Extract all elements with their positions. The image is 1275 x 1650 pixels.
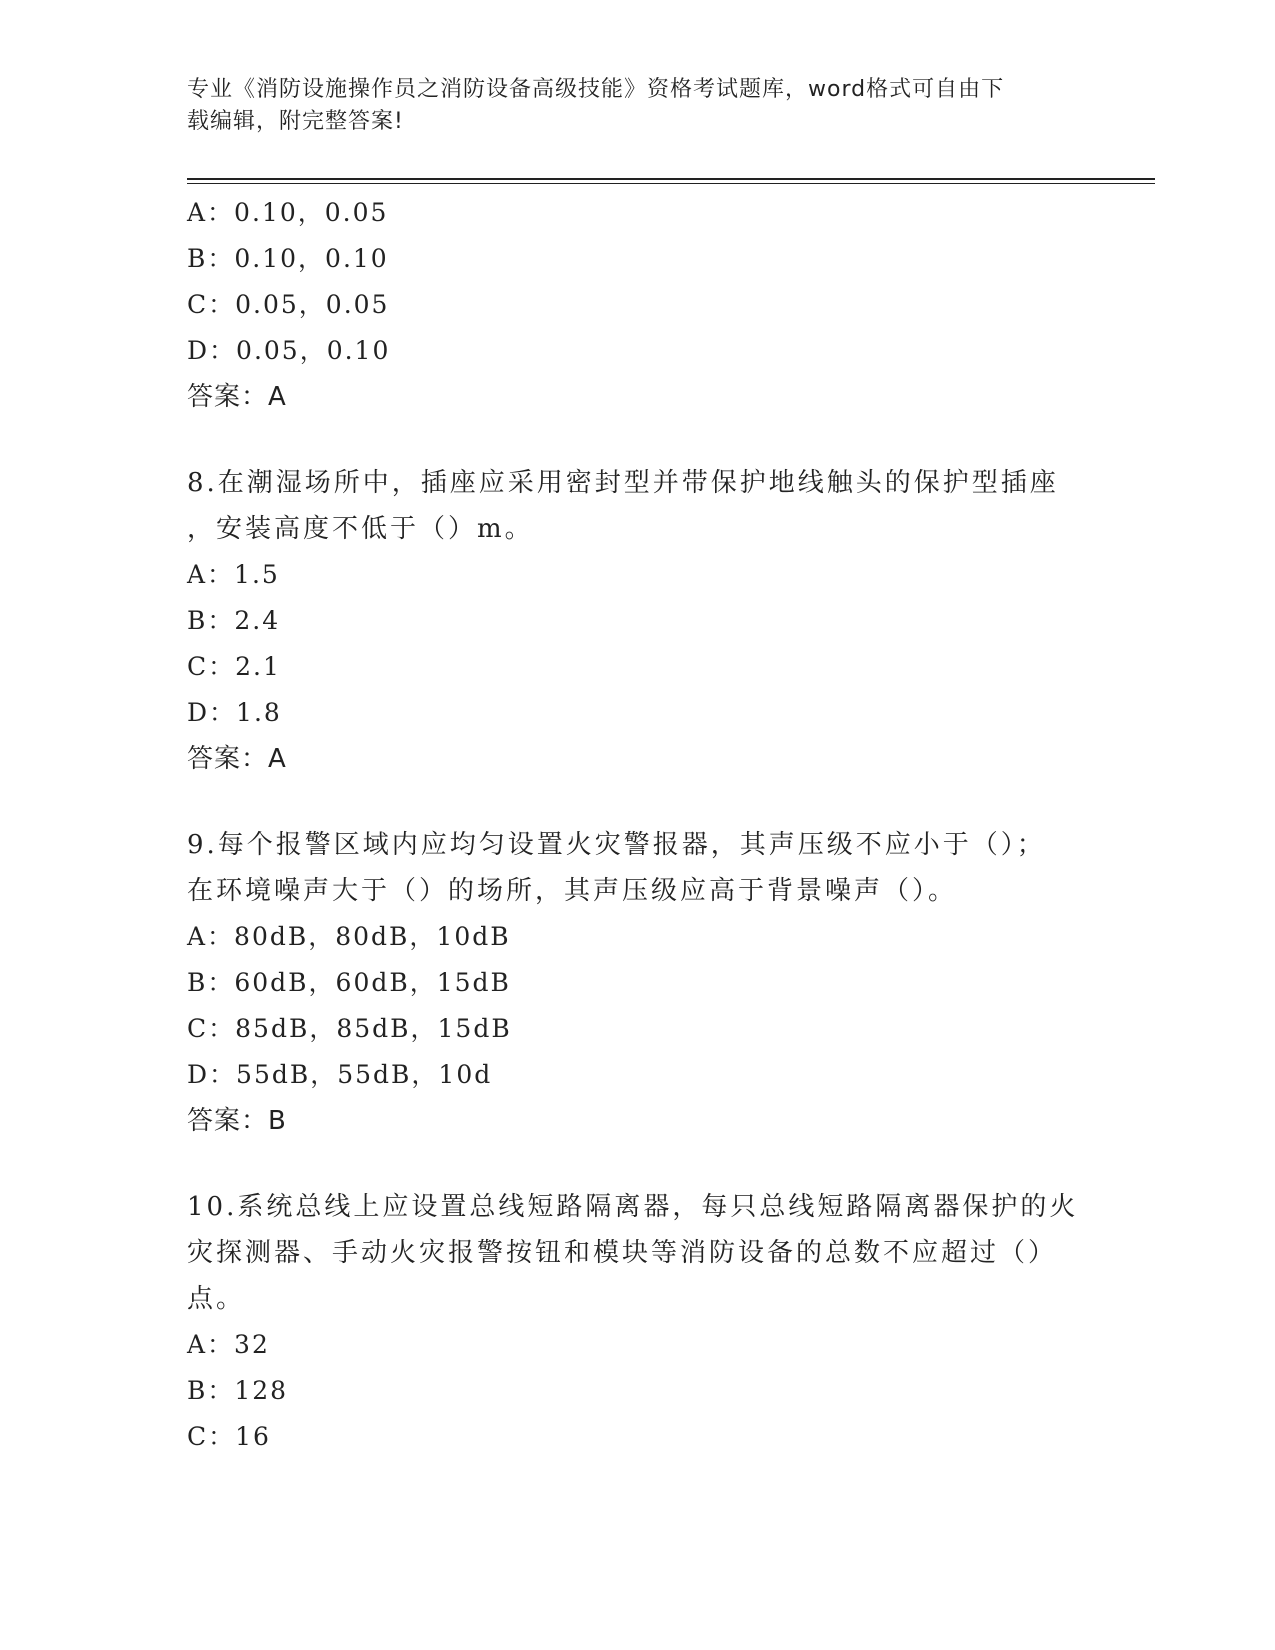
spacer xyxy=(187,1144,1087,1184)
question-stem: 在环境噪声大于（）的场所，其声压级应高于背景噪声（）。 xyxy=(187,876,958,906)
option-b: B：0.10，0.10 xyxy=(187,244,389,273)
document-header xyxy=(187,74,1087,138)
option-a: A：0.10，0.05 xyxy=(187,198,389,227)
answer: 答案：A xyxy=(187,382,287,412)
option-c: C：85dB，85dB，15dB xyxy=(187,1014,512,1043)
header-line-2: 载编辑，附完整答案! xyxy=(187,109,404,134)
question-stem: 9.每个报警区域内应均匀设置火灾警报器，其声压级不应小于（）； xyxy=(187,830,1046,860)
question-9 xyxy=(187,822,1087,1144)
spacer xyxy=(187,782,1087,822)
header-line-1: 专业《消防设施操作员之消防设备高级技能》资格考试题库，word格式可自由下 xyxy=(187,77,1005,102)
option-c: C：16 xyxy=(187,1422,271,1451)
header-rule-thick xyxy=(187,178,1155,180)
option-b: B：60dB，60dB，15dB xyxy=(187,968,511,997)
question-stem: ，安装高度不低于（）m。 xyxy=(187,514,534,544)
option-c: C：2.1 xyxy=(187,652,281,681)
question-stem: 灾探测器、手动火灾报警按钮和模块等消防设备的总数不应超过（） xyxy=(187,1238,1058,1268)
option-a: A：1.5 xyxy=(187,560,280,589)
option-d: D：1.8 xyxy=(187,698,282,727)
option-c: C：0.05，0.05 xyxy=(187,290,390,319)
option-a: A：32 xyxy=(187,1330,270,1359)
answer: 答案：A xyxy=(187,744,287,774)
spacer xyxy=(187,420,1087,460)
option-b: B：128 xyxy=(187,1376,289,1405)
question-stem: 8.在潮湿场所中，插座应采用密封型并带保护地线触头的保护型插座 xyxy=(187,468,1059,498)
question-list xyxy=(187,190,1087,1460)
header-rule-thin xyxy=(187,183,1155,184)
option-b: B：2.4 xyxy=(187,606,281,635)
option-d: D：55dB，55dB，10d xyxy=(187,1060,493,1089)
option-d: D：0.05，0.10 xyxy=(187,336,391,365)
question-stem: 点。 xyxy=(187,1284,246,1314)
question-7 xyxy=(187,190,1087,420)
option-a: A：80dB，80dB，10dB xyxy=(187,922,511,951)
question-10 xyxy=(187,1184,1087,1460)
question-8 xyxy=(187,460,1087,782)
question-stem: 10.系统总线上应设置总线短路隔离器，每只总线短路隔离器保护的火 xyxy=(187,1192,1079,1222)
answer: 答案：B xyxy=(187,1106,287,1136)
